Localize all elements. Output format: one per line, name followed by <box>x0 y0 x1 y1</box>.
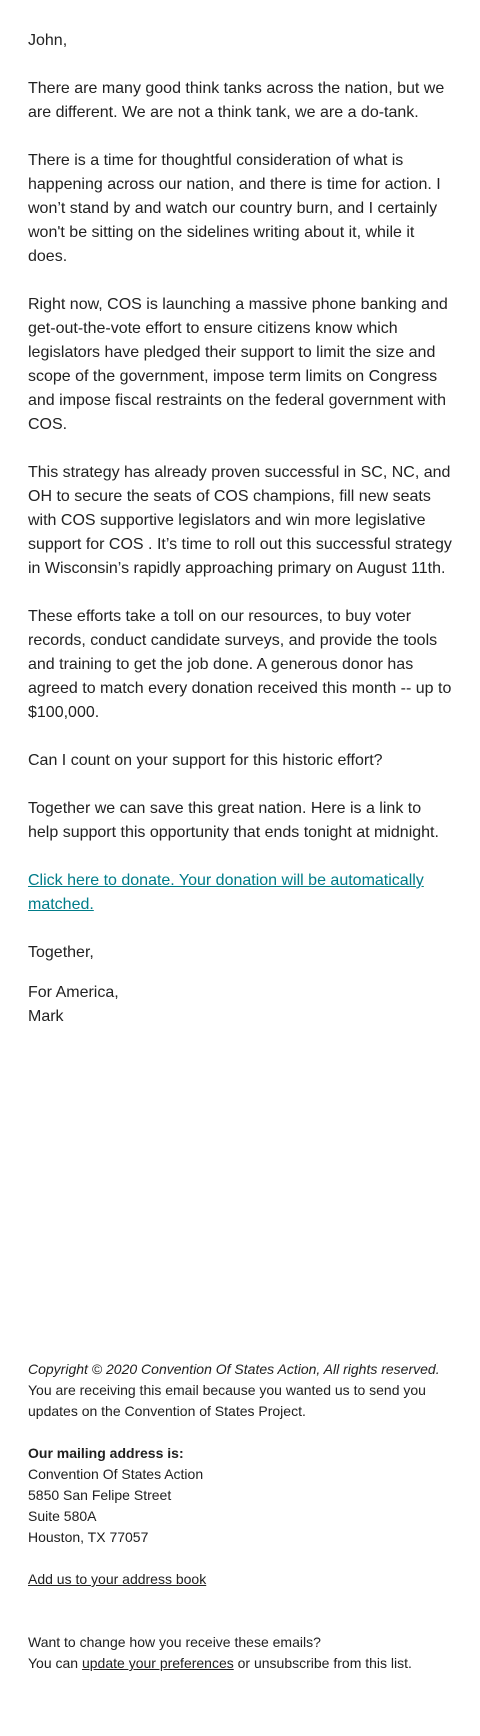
greeting: John, <box>28 32 68 49</box>
donate-paragraph <box>28 869 452 917</box>
change-question: Want to change how you receive these emails? <box>28 1634 321 1650</box>
paragraph-do-tank: There are many good think tanks across the nation, but we are different. We are not a think tank, we are a do-tank. <box>28 80 445 121</box>
footer-gap <box>28 1422 452 1443</box>
update-preferences-link[interactable]: update your preferences <box>81 1655 234 1671</box>
closing-line: For America, <box>28 984 119 1001</box>
mailing-address-label: Our mailing address is: <box>28 1445 184 1461</box>
email-body <box>28 29 452 1029</box>
mailing-address-block <box>28 1443 452 1548</box>
footer <box>28 1359 452 1674</box>
preferences-block <box>28 1632 452 1674</box>
closing <box>28 981 452 1029</box>
spacer <box>28 1029 452 1359</box>
subscription-reason: You are receiving this email because you wanted us to send you updates on the Convention of States Project. <box>28 1382 426 1419</box>
footer-gap <box>28 1548 452 1569</box>
signoff: Together, <box>28 944 94 961</box>
address-line-street: 5850 San Felipe Street <box>28 1487 172 1503</box>
address-line-org: Convention Of States Action <box>28 1466 204 1482</box>
footer-gap <box>28 1611 452 1632</box>
you-can-text: You can <box>28 1655 82 1671</box>
paragraph-time-for-action: There is a time for thoughtful consideration of what is happening across our nation, and there is time for action. I won’t stand by and watch our country burn, and I certainly won't be sitting on the sidelines writing about it, while it does. <box>28 152 441 265</box>
signature-name: Mark <box>28 1008 64 1025</box>
paragraph-strategy: This strategy has already proven successful in SC, NC, and OH to secure the seats of COS champions, fill new seats with COS supportive legislators and win more legislative support for COS . It’s time to roll out this successful strategy in Wisconsin’s rapidly approaching primary on August 11th. <box>28 464 452 577</box>
add-to-address-book-link[interactable]: Add us to your address book <box>28 1571 207 1587</box>
paragraph-resources: These efforts take a toll on our resources, to buy voter records, conduct candidate surveys, and provide the tools and training to get the job done. A generous donor has agreed to match every donation received this month -- up to $100,000. <box>28 608 452 721</box>
unsubscribe-text: or unsubscribe from this list. <box>233 1655 412 1671</box>
paragraph-support-question: Can I count on your support for this historic effort? <box>28 752 383 769</box>
paragraph-save-nation: Together we can save this great nation. Here is a link to help support this opportunity that ends tonight at midnight. <box>28 800 439 841</box>
footer-gap <box>28 1590 452 1611</box>
address-line-suite: Suite 580A <box>28 1508 97 1524</box>
donate-link[interactable]: Click here to donate. Your donation will be automatically matched. <box>28 872 424 913</box>
paragraph-phone-banking: Right now, COS is launching a massive phone banking and get-out-the-vote effort to ensure citizens know which legislators have pledged their support to limit the size and scope of the government, impose term limits on Congress and impose fiscal restraints on the federal government with COS. <box>28 296 448 433</box>
address-line-city: Houston, TX 77057 <box>28 1529 149 1545</box>
copyright: Copyright © 2020 Convention Of States Action, All rights reserved. <box>28 1361 440 1377</box>
